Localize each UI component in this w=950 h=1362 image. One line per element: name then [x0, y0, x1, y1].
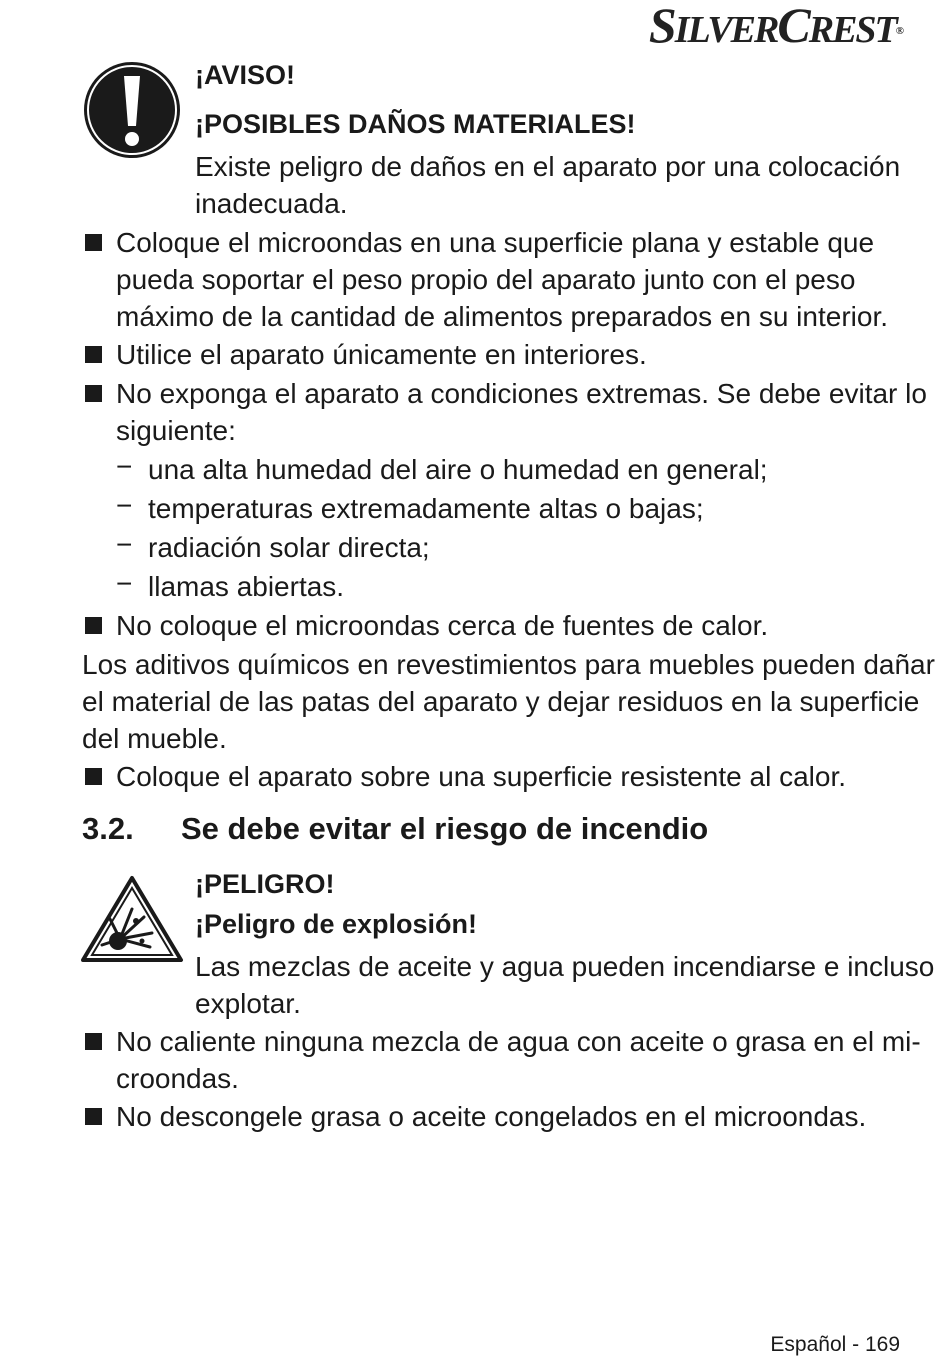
sub-list-item: llamas abiertas. [148, 571, 345, 602]
dash-bullet: − [116, 451, 133, 482]
brand-logo [649, 0, 904, 55]
black-square-bullet-icon [85, 346, 102, 363]
logo-part: C [777, 0, 809, 53]
list-item: No coloque el microondas cerca de fuentes de calor. [116, 610, 769, 641]
paragraph-line: el material de las patas del aparato y dejar residuos en la superficie [82, 686, 920, 717]
sub-list-item: temperaturas extremadamente altas o bajas; [148, 493, 704, 524]
paragraph-line: del mueble. [82, 723, 227, 754]
section-number: 3.2. [82, 811, 134, 846]
danger-text: Las mezclas de aceite y agua pueden incendiarse e incluso [195, 951, 935, 982]
logo-part: ILVER [674, 9, 778, 51]
list-item: siguiente: [116, 415, 236, 446]
list-item: No descongele grasa o aceite congelados en el microondas. [116, 1101, 867, 1132]
list-item: No exponga el aparato a condiciones extremas. Se debe evitar lo [116, 378, 927, 409]
list-item: Coloque el microondas en una superficie plana y estable que [116, 227, 875, 258]
logo-part: S [648, 0, 675, 53]
black-square-bullet-icon [85, 768, 102, 785]
black-square-bullet-icon [85, 1108, 102, 1125]
warning-subtitle: ¡POSIBLES DAÑOS MATERIALES! [195, 109, 636, 139]
list-item: No caliente ninguna mezcla de agua con aceite o grasa en el mi- [116, 1026, 921, 1057]
list-item: Coloque el aparato sobre una superficie resistente al calor. [116, 761, 846, 792]
list-item: máximo de la cantidad de alimentos preparados en su interior. [116, 301, 888, 332]
explosion-triangle-icon [80, 875, 184, 963]
danger-text: explotar. [195, 988, 301, 1019]
list-item: pueda soportar el peso propio del aparato junto con el peso [116, 264, 856, 295]
sub-list-item: una alta humedad del aire o humedad en general; [148, 454, 768, 485]
dash-bullet: − [116, 529, 133, 560]
section-title: Se debe evitar el riesgo de incendio [181, 811, 709, 846]
list-item: Utilice el aparato únicamente en interiores. [116, 339, 647, 370]
dash-bullet: − [116, 490, 133, 521]
paragraph-line: Los aditivos químicos en revestimientos para muebles pueden dañar [82, 649, 935, 680]
exclamation-circle-icon [82, 60, 182, 160]
black-square-bullet-icon [85, 1033, 102, 1050]
black-square-bullet-icon [85, 234, 102, 251]
danger-title: ¡PELIGRO! [195, 869, 335, 899]
warning-text: inadecuada. [195, 188, 348, 219]
warning-title: ¡AVISO! [195, 60, 295, 90]
dash-bullet: − [116, 568, 133, 599]
sub-list-item: radiación solar directa; [148, 532, 430, 563]
logo-registered: ® [895, 25, 904, 37]
page-number: Español - 169 [770, 1333, 900, 1356]
danger-subtitle: ¡Peligro de explosión! [195, 909, 478, 939]
warning-text: Existe peligro de daños en el aparato por una colocación [195, 151, 901, 182]
logo-part: REST [808, 9, 896, 51]
black-square-bullet-icon [85, 617, 102, 634]
list-item: croondas. [116, 1063, 239, 1094]
black-square-bullet-icon [85, 385, 102, 402]
